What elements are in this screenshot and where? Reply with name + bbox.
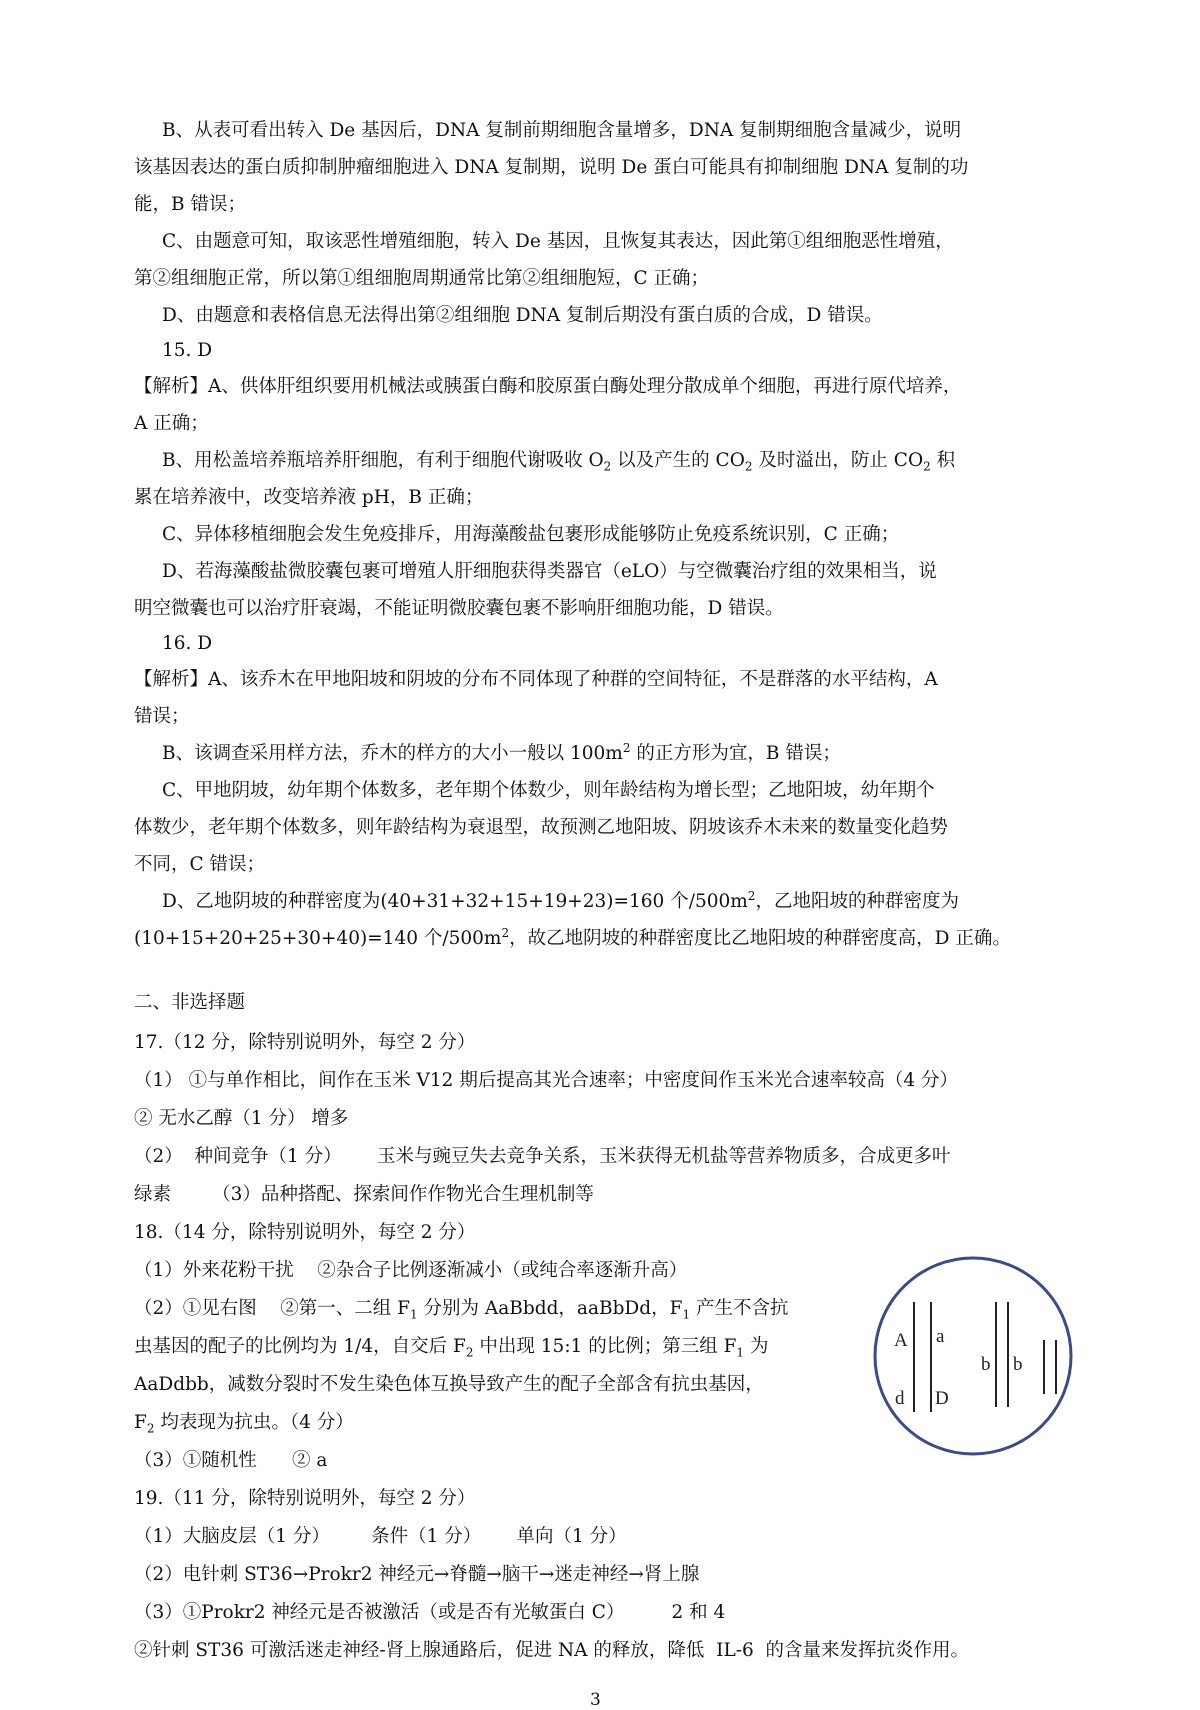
- q18-heading: 18.（14 分，除特别说明外，每空 2 分）: [134, 1222, 476, 1243]
- q17-line1: （1） ①与单作相比，间作在玉米 V12 期后提高其光合速率；中密度间作玉米光合速率较高（4 分）: [134, 1070, 958, 1091]
- gene-label-A: A: [894, 1330, 908, 1351]
- chromosome-diagram: [868, 1252, 1078, 1460]
- q19-line1: （1）大脑皮层（1 分） 条件（1 分） 单向（1 分）: [134, 1526, 627, 1547]
- q19-line2: （2）电针刺 ST36→Prokr2 神经元→脊髓→脑干→迷走神经→肾上腺: [134, 1564, 700, 1585]
- q16-a-line1: 【解析】A、该乔木在甲地阳坡和阴坡的分布不同体现了种群的空间特征，不是群落的水平结构，A: [134, 669, 938, 690]
- q19-line4: ②针刺 ST36 可激活迷走神经-肾上腺通路后，促进 NA 的释放，降低 IL-6 的含量来发挥抗炎作用。: [134, 1640, 970, 1661]
- q16-a-line2: 错误；: [134, 706, 190, 727]
- q19-line3: （3）①Prokr2 神经元是否被激活（或是否有光敏蛋白 C） 2 和 4: [134, 1602, 726, 1623]
- section-heading: 二、非选择题: [134, 992, 246, 1013]
- q15-d-line2: 明空微囊也可以治疗肝衰竭，不能证明微胶囊包裹不影响肝细胞功能，D 错误。: [134, 598, 784, 619]
- q16-d-line2: (10+15+20+25+30+40)=140 个$/500m^2$，故乙地阴坡的种群密度比乙地阳坡的种群密度高，D 正确。: [134, 925, 1011, 949]
- q17-line2: ② 无水乙醇（1 分） 增多: [134, 1108, 349, 1129]
- q14-b-line2: 该基因表达的蛋白质抑制肿瘤细胞进入 DNA 复制期，说明 De 蛋白可能具有抑制细胞 DNA 复制的功: [134, 157, 969, 178]
- q18-line3: 虫基因的配子的比例均为 1/4，自交后 $F_2$ 中出现 15:1 的比例；第三组 $F_1$ 为: [134, 1336, 769, 1360]
- page-number: 3: [590, 1690, 601, 1710]
- gene-label-a: a: [936, 1326, 945, 1347]
- q18-line1: （1）外来花粉干扰 ②杂合子比例逐渐减小（或纯合率逐渐升高）: [134, 1260, 688, 1281]
- gene-label-D: D: [935, 1388, 949, 1409]
- q16-b-line1: B、该调查采用样方法，乔木的样方的大小一般以 $100m^2$ 的正方形为宜，B 错误；: [162, 740, 841, 764]
- q16-c-line3: 不同，C 错误；: [134, 854, 266, 875]
- q18-line4: AaDdbb，减数分裂时不发生染色体互换导致产生的配子全部含有抗虫基因，: [134, 1374, 764, 1395]
- q16-c-line2: 体数少，老年期个体数多，则年龄结构为衰退型，故预测乙地阳坡、阴坡该乔木未来的数量变化趋势: [134, 817, 949, 838]
- q16-answer: 16. D: [162, 633, 213, 654]
- gene-label-b-right: b: [1013, 1354, 1023, 1375]
- q15-c-line1: C、异体移植细胞会发生免疫排斥，用海藻酸盐包裹形成能够防止免疫系统识别，C 正确；: [162, 524, 900, 545]
- q18-line6: （3）①随机性 ② a: [134, 1450, 328, 1471]
- q18-line2: （2）①见右图 ②第一、二组 $F_1$ 分别为 AaBbdd，aaBbDd，$F_1$ 产生不含抗: [134, 1298, 789, 1322]
- q14-c-line1: C、由题意可知，取该恶性增殖细胞，转入 De 基因，且恢复其表达，因此第①组细胞恶性增殖，: [162, 231, 954, 252]
- q17-line3: （2） 种间竞争（1 分） 玉米与豌豆失去竞争关系，玉米获得无机盐等营养物质多，合成更多叶: [134, 1146, 951, 1167]
- q17-line4: 绿素 （3）品种搭配、探索间作作物光合生理机制等: [134, 1184, 594, 1205]
- q18-line5: $F_2$ 均表现为抗虫。（4 分）: [134, 1412, 354, 1436]
- q14-d-line1: D、由题意和表格信息无法得出第②组细胞 DNA 复制后期没有蛋白质的合成，D 错误。: [162, 305, 883, 326]
- q15-d-line1: D、若海藻酸盐微胶囊包裹可增殖人肝细胞获得类器官（eLO）与空微囊治疗组的效果相当，说: [162, 561, 937, 582]
- q14-c-line2: 第②组细胞正常，所以第①组细胞周期通常比第②组细胞短，C 正确；: [134, 268, 710, 289]
- gene-label-b-left: b: [981, 1354, 991, 1375]
- q14-b-line1: B、从表可看出转入 De 基因后，DNA 复制前期细胞含量增多，DNA 复制期细胞含量减少，说明: [162, 120, 962, 141]
- q14-b-line3: 能，B 错误；: [134, 194, 246, 215]
- q19-heading: 19.（11 分，除特别说明外，每空 2 分）: [134, 1488, 476, 1509]
- gene-label-d: d: [895, 1388, 905, 1409]
- q17-heading: 17.（12 分，除特别说明外，每空 2 分）: [134, 1032, 476, 1053]
- q15-a-line1: 【解析】A、供体肝组织要用机械法或胰蛋白酶和胶原蛋白酶处理分散成单个细胞，再进行原代培养，: [134, 376, 962, 397]
- q16-c-line1: C、甲地阴坡，幼年期个体数多，老年期个体数少，则年龄结构为增长型；乙地阳坡，幼年期个: [162, 780, 935, 801]
- cell-outline: [875, 1258, 1071, 1454]
- q15-a-line2: A 正确；: [134, 413, 209, 434]
- q15-answer: 15. D: [162, 340, 213, 361]
- q15-b-line2: 累在培养液中，改变培养液 pH，B 正确；: [134, 487, 484, 508]
- q16-d-line1: D、乙地阴坡的种群密度为(40+31+32+15+19+23)=160 个$/500m^2$，乙地阳坡的种群密度为: [162, 888, 959, 912]
- q15-b-line1: B、用松盖培养瓶培养肝细胞，有利于细胞代谢吸收 $O_2$ 以及产生的 $CO_2$ 及时溢出，防止 $CO_2$ 积: [162, 450, 956, 474]
